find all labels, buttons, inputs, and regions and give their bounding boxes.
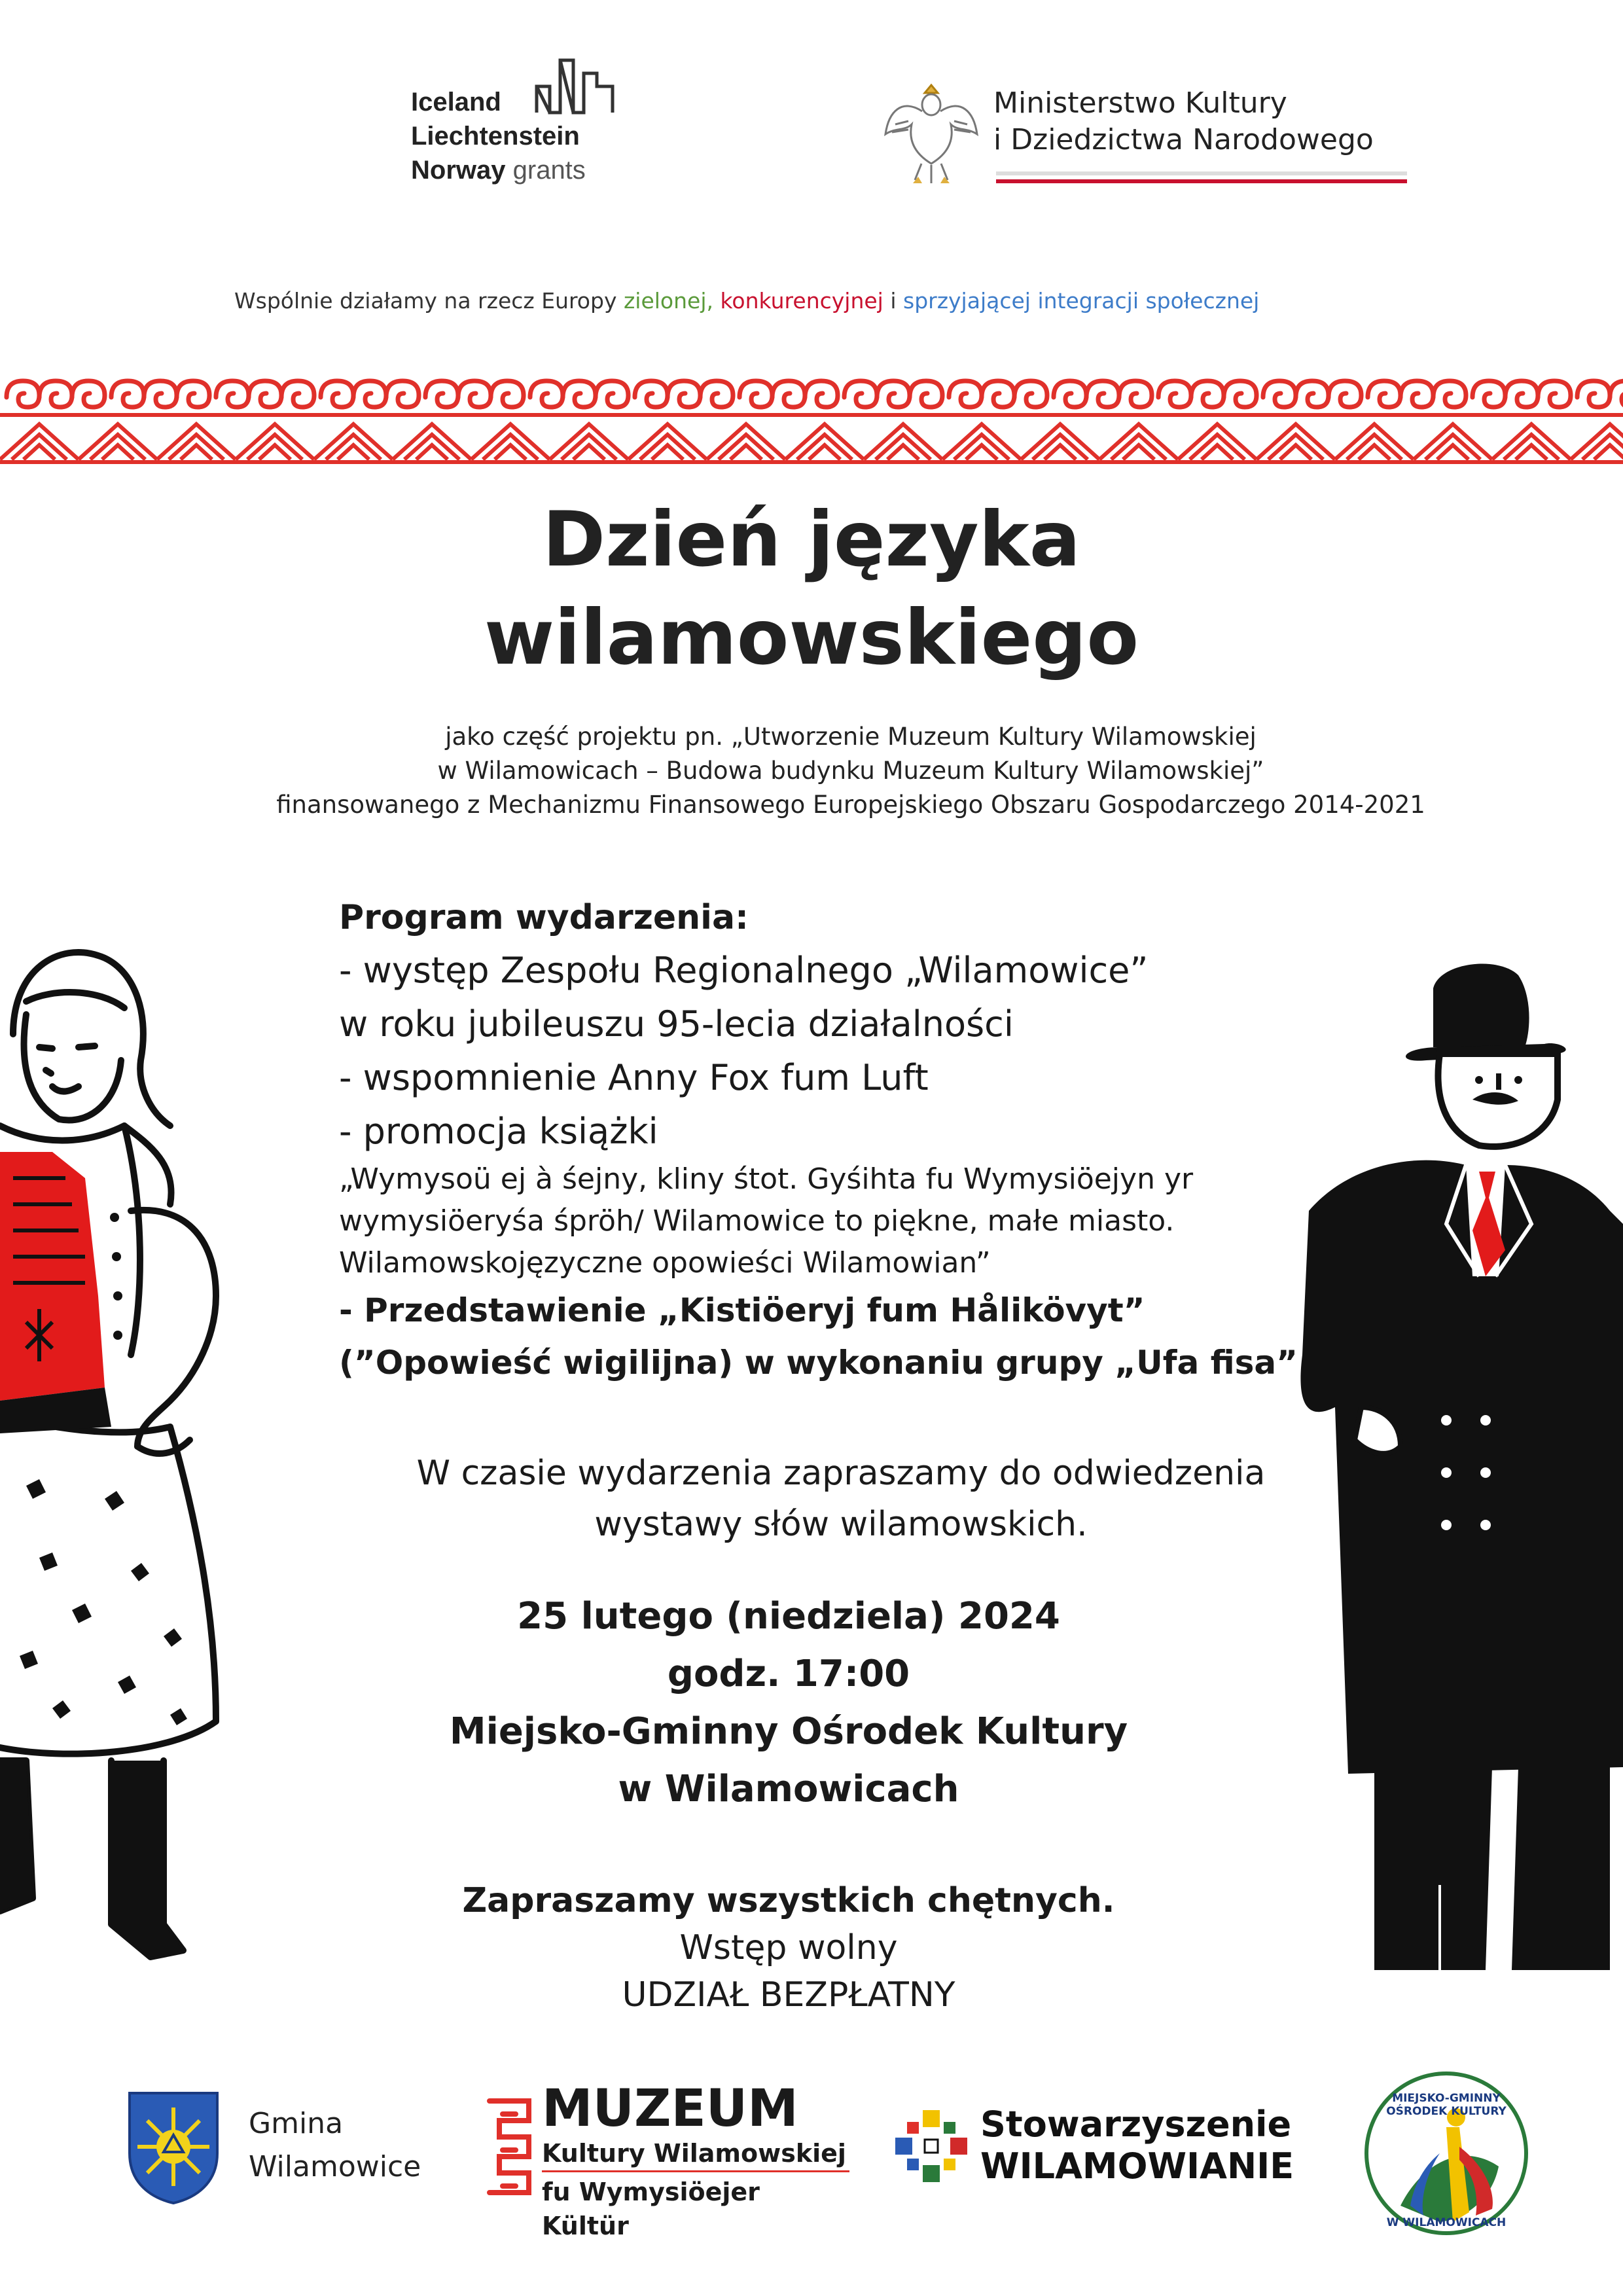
- event-town: w Wilamowicach: [618, 1768, 959, 1810]
- muzeum-sub2: fu Wymysiöejer Kültür: [542, 2170, 849, 2243]
- program-item-memory: - wspomnienie Anny Fox fum Luft: [339, 1057, 929, 1098]
- muzeum-ornament-icon: [483, 2088, 535, 2206]
- slogan-green: zielonej,: [623, 288, 713, 314]
- ministry-logo: [877, 72, 1414, 203]
- ministry-flag-red: [996, 179, 1407, 183]
- event-details: [0, 1588, 1577, 1818]
- subtitle-line1: jako część projektu pn. „Utworzenie Muzeum Kultury Wilamowskiej: [445, 723, 1257, 751]
- muzeum-sub1: Kultury Wilamowskiej: [542, 2139, 846, 2168]
- stowarzyszenie-text: Stowarzyszenie WILAMOWIANIE: [980, 2104, 1294, 2187]
- stowarzyszenie-logo: [889, 2101, 1321, 2199]
- program-heading: Program wydarzenia:: [339, 898, 749, 937]
- eea-grants-logo: [411, 39, 633, 196]
- program-item-play-cont: (”Opowieść wigilijna) w wykonaniu grupy „Ufa fisa”: [339, 1344, 1298, 1382]
- eea-line-norway: Norway grants: [411, 156, 586, 185]
- event-place: Miejsko-Gminny Ośrodek Kultury: [449, 1710, 1128, 1753]
- closing-info: [0, 1877, 1577, 2018]
- event-date: 25 lutego (niedziela) 2024: [517, 1595, 1060, 1638]
- page-title: [0, 491, 1623, 687]
- slogan-red: konkurencyjnej: [720, 288, 883, 314]
- project-subtitle: [39, 720, 1623, 822]
- mgok-logo: [1361, 2068, 1531, 2238]
- closing-free-participation: UDZIAŁ BEZPŁATNY: [622, 1975, 955, 2015]
- muzeum-logo: [483, 2079, 849, 2240]
- muzeum-title: MUZEUM: [542, 2079, 798, 2138]
- red-folk-ornament-band: [0, 374, 1623, 473]
- ministry-line1: Ministerstwo Kultury: [993, 86, 1287, 120]
- mgok-top-text: MIEJSKO-GMINNY OŚRODEK KULTURY: [1386, 2092, 1507, 2118]
- slogan-blue: sprzyjającej integracji społecznej: [903, 288, 1260, 314]
- book-title-line1: „Wymysoü ej à śejny, kliny śtot. Gyśihta fu Wymysiöejyn yr: [339, 1162, 1194, 1196]
- program-item-performance-cont: w roku jubileuszu 95-lecia działalności: [339, 1003, 1014, 1045]
- gmina-coat-of-arms-icon: [124, 2088, 223, 2206]
- invite-line1: W czasie wydarzenia zapraszamy do odwiedzenia: [416, 1454, 1266, 1493]
- program-item-book: - promocja książki: [339, 1111, 658, 1152]
- closing-invite: Zapraszamy wszystkich chętnych.: [462, 1881, 1115, 1920]
- ministry-text: [993, 85, 1374, 158]
- gmina-wilamowice-logo: [124, 2088, 465, 2212]
- program-item-performance: - występ Zespołu Regionalnego „Wilamowice”: [339, 950, 1149, 991]
- invite-line2: wystawy słów wilamowskich.: [594, 1505, 1088, 1544]
- ministry-line2: i Dziedzictwa Narodowego: [993, 123, 1374, 156]
- subtitle-line2: w Wilamowicach – Budowa budynku Muzeum Kultury Wilamowskiej”: [437, 757, 1264, 785]
- eea-slogan: Wspólnie działamy na rzecz Europy zielonej, konkurencyjnej i sprzyjającej integracji społecznej: [234, 288, 1260, 314]
- eea-line-liechtenstein: Liechtenstein: [411, 122, 580, 151]
- eea-line-iceland: Iceland: [411, 88, 501, 117]
- title-line1: Dzień języka: [542, 495, 1081, 584]
- stowarzyszenie-flower-icon: [889, 2104, 974, 2189]
- eea-grants-word: grants: [512, 156, 586, 185]
- title-line2: wilamowskiego: [484, 594, 1139, 682]
- ministry-flag-white: [996, 171, 1407, 175]
- mgok-bottom-text: W WILAMOWICACH: [1386, 2216, 1507, 2229]
- exhibition-invite: [52, 1448, 1623, 1550]
- event-time: godz. 17:00: [667, 1653, 910, 1695]
- closing-free-entry: Wstęp wolny: [679, 1928, 898, 1967]
- book-title-line3: Wilamowskojęzyczne opowieści Wilamowian”: [339, 1246, 991, 1280]
- eea-grants-mark-icon: [534, 47, 618, 119]
- subtitle-line3: finansowanego z Mechanizmu Finansowego Europejskiego Obszaru Gospodarczego 2014-2021: [276, 791, 1425, 819]
- program-item-play: - Przedstawienie „Kistiöeryj fum Hålikövyt”: [339, 1291, 1145, 1329]
- gmina-name: Gmina Wilamowice: [249, 2107, 421, 2183]
- muzeum-text: [542, 2081, 849, 2243]
- polish-eagle-icon: [882, 72, 980, 187]
- event-program: [339, 891, 1360, 1389]
- book-title-line2: wymysiöeryśa śpröh/ Wilamowice to piękne, małe miasto.: [339, 1204, 1175, 1238]
